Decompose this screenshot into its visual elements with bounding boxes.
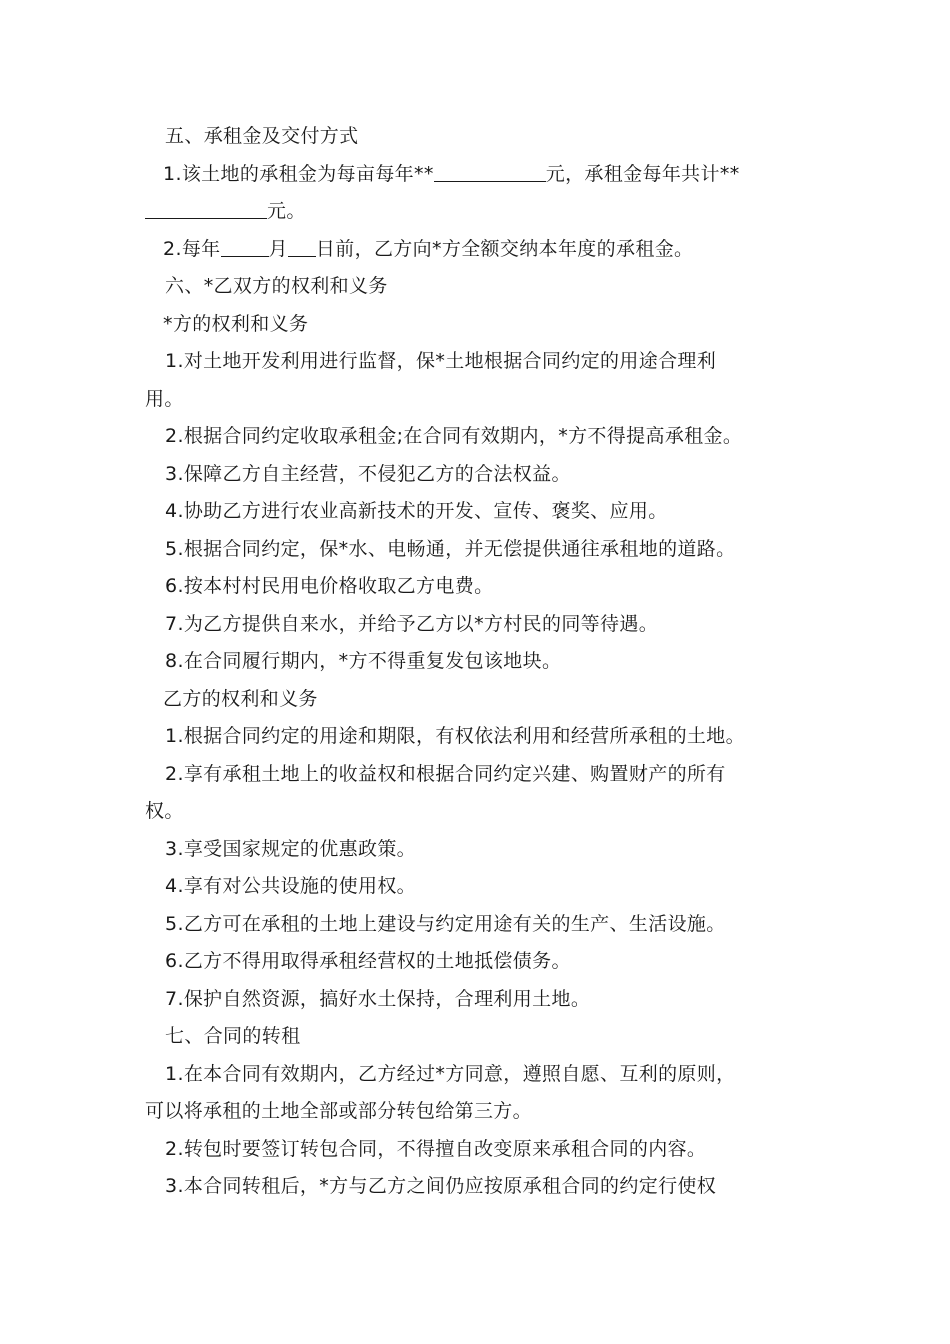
clause-b-7: 7.保护自然资源，搞好水土保持，合理利用土地。 (165, 987, 591, 1010)
clause-a-1: 1.对土地开发利用进行监督，保*土地根据合同约定的用途合理利 (165, 350, 717, 372)
clause-c-2: 2.转包时要签订转包合同，不得擅自改变原来承租合同的内容。 (165, 1137, 707, 1160)
clause-text: 1.该土地的承租金为每亩每年** (163, 162, 434, 185)
clause-text: 日前，乙方向*方全额交纳本年度的承租金。 (315, 237, 694, 260)
fill-blank (434, 159, 546, 182)
clause-a-7: 7.为乙方提供自来水，并给予乙方以*方村民的同等待遇。 (165, 612, 659, 635)
clause-a-5: 5.根据合同约定，保*水、电畅通，并无偿提供通往承租地的道路。 (165, 537, 736, 560)
clause-text: 月 (268, 237, 288, 260)
clause-text: 元。 (267, 200, 306, 222)
clause-b-2: 2.享有承租土地上的收益权和根据合同约定兴建、购置财产的所有 (165, 762, 726, 785)
party-b-heading: 乙方的权利和义务 (163, 687, 318, 710)
section-6-heading: 六、*乙双方的权利和义务 (165, 275, 388, 297)
clause-b-4: 4.享有对公共设施的使用权。 (165, 875, 417, 897)
clause-b-5: 5.乙方可在承租的土地上建设与约定用途有关的生产、生活设施。 (165, 912, 726, 935)
fill-blank (221, 234, 269, 257)
clause-a-8: 8.在合同履行期内，*方不得重复发包该地块。 (165, 650, 562, 672)
party-a-heading: *方的权利和义务 (163, 312, 309, 335)
fill-blank (145, 196, 267, 219)
clause-c-3: 3.本合同转租后，*方与乙方之间仍应按原承租合同的约定行使权 (165, 1175, 717, 1197)
clause-b-6: 6.乙方不得用取得承租经营权的土地抵偿债务。 (165, 950, 571, 972)
clause-a-3: 3.保障乙方自主经营，不侵犯乙方的合法权益。 (165, 462, 571, 485)
clause-b-2-cont: 权。 (145, 800, 184, 822)
clause-c-1: 1.在本合同有效期内，乙方经过*方同意，遵照自愿、互利的原则， (165, 1062, 736, 1085)
clause-5-1-cont (145, 193, 835, 231)
section-5-heading: 五、承租金及交付方式 (165, 125, 359, 147)
clause-b-3: 3.享受国家规定的优惠政策。 (165, 837, 417, 860)
clause-a-6: 6.按本村村民用电价格收取乙方电费。 (165, 575, 494, 597)
clause-text: 元，承租金每年共计** (545, 162, 740, 185)
clause-a-4: 4.协助乙方进行农业高新技术的开发、宣传、褒奖、应用。 (165, 500, 668, 522)
clause-text: 2.每年 (163, 237, 221, 260)
clause-5-1 (145, 156, 835, 194)
clause-c-1-cont: 可以将承租的土地全部或部分转包给第三方。 (145, 1100, 533, 1122)
clause-5-2 (145, 231, 835, 269)
section-7-heading: 七、合同的转租 (165, 1025, 301, 1047)
fill-blank (288, 234, 316, 257)
document-body (145, 118, 835, 1206)
clause-b-1: 1.根据合同约定的用途和期限，有权依法利用和经营所承租的土地。 (165, 725, 745, 747)
clause-a-2: 2.根据合同约定收取承租金;在合同有效期内，*方不得提高承租金。 (165, 425, 743, 447)
clause-a-1-cont: 用。 (145, 387, 184, 410)
